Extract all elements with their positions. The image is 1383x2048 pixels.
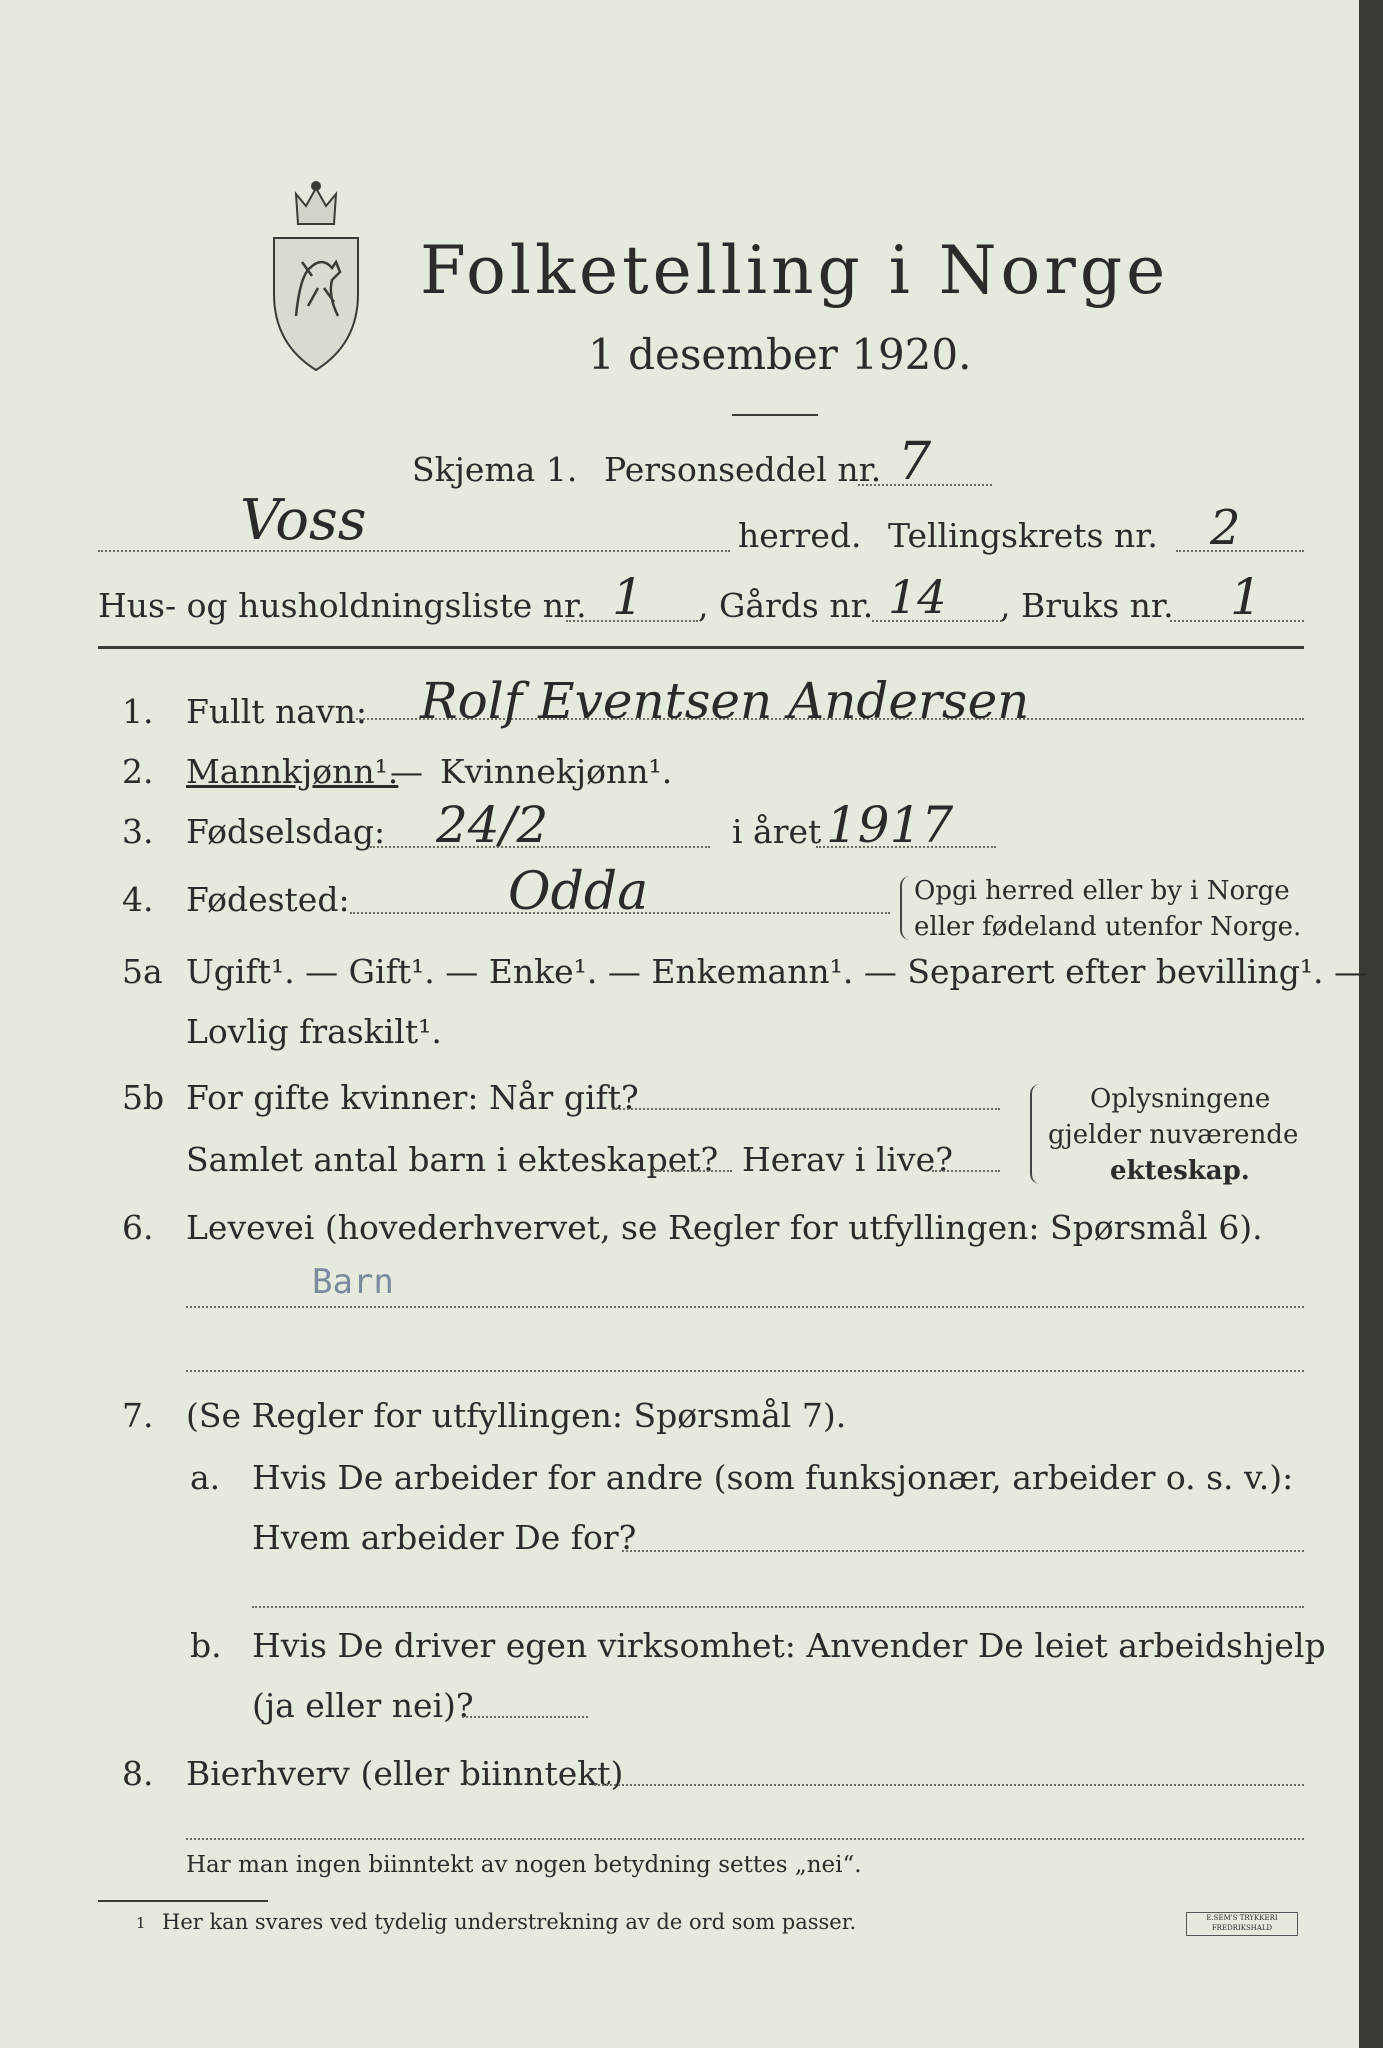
q2-female: Kvinnekjønn¹. (440, 752, 673, 791)
q3-label: Fødselsdag: (186, 812, 386, 851)
q3-number: 3. (122, 812, 154, 851)
hus-value: 1 (612, 568, 644, 626)
q5b-number: 5b (122, 1078, 165, 1117)
bruks-label: , Bruks nr. (1000, 586, 1174, 625)
q5b-alive-line (932, 1170, 1000, 1172)
q4-value: Odda (508, 862, 649, 922)
q8-line2 (186, 1838, 1304, 1840)
q7a-line-b (252, 1606, 1304, 1608)
q7-label: (Se Regler for utfyllingen: Spørsmål 7). (186, 1396, 847, 1435)
census-date: 1 desember 1920. (588, 330, 972, 379)
q5b-note-line2: gjelder nuværende (1048, 1120, 1299, 1150)
skjema-label: Skjema 1. (412, 450, 578, 489)
q7-number: 7. (122, 1396, 154, 1435)
q7a-number: a. (190, 1458, 221, 1497)
q6-line1 (186, 1306, 1304, 1308)
q7b-line1: Hvis De driver egen virksomhet: Anvender De leiet arbeidshjelp (252, 1626, 1326, 1665)
herred-label: herred. (738, 516, 862, 555)
personseddel-value: 7 (898, 432, 932, 492)
header-rule (98, 646, 1304, 649)
q1-value: Rolf Eventsen Andersen (420, 672, 1030, 730)
q7b-line (462, 1716, 588, 1718)
q8-label: Bierhverv (eller biinntekt) (186, 1754, 624, 1793)
herred-value: Voss (240, 488, 367, 553)
q5a-line1: Ugift¹. — Gift¹. — Enke¹. — Enkemann¹. — Separert efter bevilling¹. — (186, 952, 1368, 991)
tellingskrets-label: Tellingskrets nr. (888, 516, 1158, 555)
q6-value-stamp: Barn (312, 1262, 394, 1302)
q5a-number: 5a (122, 952, 163, 991)
gards-label: , Gårds nr. (698, 586, 874, 625)
q8-line1 (594, 1784, 1304, 1786)
q5b-line1: For gifte kvinner: Når gift? (186, 1078, 639, 1117)
q7a-line-a (622, 1550, 1304, 1552)
q3-value: 24/2 (436, 796, 549, 854)
q4-number: 4. (122, 880, 154, 919)
personseddel-label: Personseddel nr. (604, 450, 882, 489)
printer-mark: E.SEM'S TRYKKERI FREDRIKSHALD (1186, 1912, 1298, 1936)
q5b-married-line (612, 1108, 1000, 1110)
q2-number: 2. (122, 752, 154, 791)
scan-edge (1359, 0, 1383, 2048)
q6-number: 6. (122, 1208, 154, 1247)
q5b-children-line (652, 1170, 732, 1172)
herred-line (98, 550, 730, 552)
q4-note-line1: Opgi herred eller by i Norge (914, 876, 1290, 906)
q1-number: 1. (122, 692, 154, 731)
q6-label: Levevei (hovederhvervet, se Regler for utfyllingen: Spørsmål 6). (186, 1208, 1263, 1247)
norwegian-lion-coat-of-arms-icon (262, 176, 370, 376)
q5a-line2: Lovlig fraskilt¹. (186, 1012, 442, 1051)
q8-note: Har man ingen biinntekt av nogen betydning settes „nei“. (186, 1852, 862, 1878)
q7a-line2: Hvem arbeider De for? (252, 1518, 637, 1557)
form-title: Folketelling i Norge (420, 232, 1170, 309)
q5b-line2a: Samlet antal barn i ekteskapet? (186, 1140, 719, 1179)
q2-male: Mannkjønn¹. (186, 752, 399, 791)
tellingskrets-value: 2 (1210, 500, 1241, 556)
footnote-mark: 1 (136, 1914, 146, 1932)
gards-value: 14 (888, 570, 947, 624)
q3-year-value: 1917 (826, 796, 954, 854)
q5b-note-line1: Oplysningene (1090, 1084, 1271, 1114)
title-divider (732, 414, 818, 416)
q7b-number: b. (190, 1626, 222, 1665)
q5b-line2b: Herav i live? (742, 1140, 953, 1179)
footnote-text: Her kan svares ved tydelig understrekning av de ord som passer. (162, 1910, 857, 1934)
q7b-line2: (ja eller nei)? (252, 1686, 474, 1725)
q4-brace (900, 876, 910, 940)
q4-note-line2: eller fødeland utenfor Norge. (914, 912, 1302, 942)
hus-label: Hus- og husholdningsliste nr. (98, 586, 587, 625)
q5b-brace (1030, 1084, 1042, 1184)
q1-label: Fullt navn: (186, 692, 367, 731)
q8-number: 8. (122, 1754, 154, 1793)
q3-year-label: i året (732, 812, 822, 851)
q7a-line1: Hvis De arbeider for andre (som funksjonær, arbeider o. s. v.): (252, 1458, 1294, 1497)
footnote-rule (98, 1900, 268, 1902)
q5b-note-line3: ekteskap. (1110, 1156, 1250, 1186)
q2-separator: — (390, 752, 423, 791)
q4-label: Fødested: (186, 880, 350, 919)
q6-line2 (186, 1370, 1304, 1372)
bruks-value: 1 (1230, 568, 1262, 626)
